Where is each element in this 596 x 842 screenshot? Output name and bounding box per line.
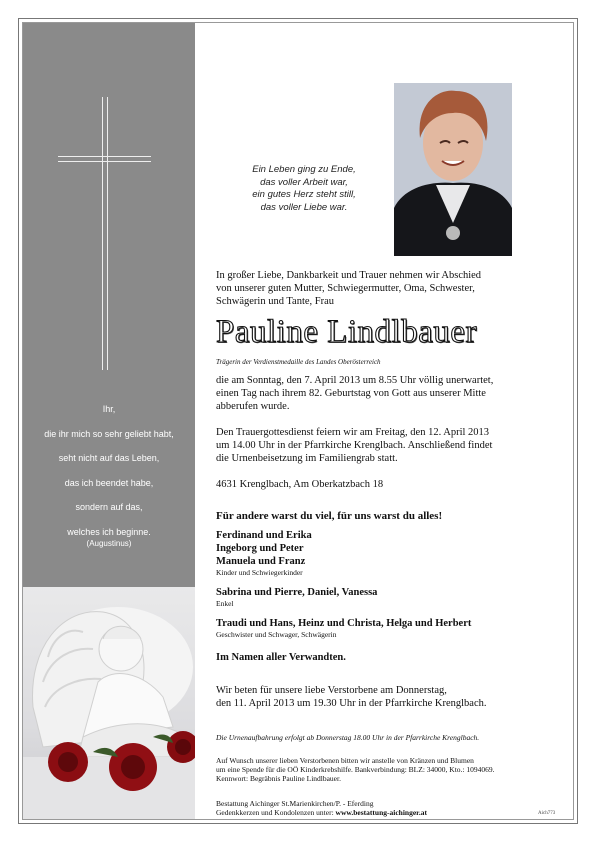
mourner-name: Sabrina und Pierre, Daniel, Vanessa <box>216 587 378 598</box>
mourners-children <box>216 529 561 577</box>
mourner-name: Ingeborg und Peter <box>216 543 304 554</box>
mourner-relation: Enkel <box>216 599 234 608</box>
mourner-relation: Kinder und Schwiegerkinder <box>216 568 303 577</box>
mourner-name: Manuela und Franz <box>216 556 306 567</box>
left-poem-line: welches ich beginne. <box>67 526 151 537</box>
motto: Für andere warst du viel, für uns warst du alles! <box>216 510 443 522</box>
deceased-name: Pauline Lindlbauer <box>216 314 478 350</box>
left-poem-line: das ich beendet habe, <box>64 477 154 488</box>
cross-bar <box>58 156 151 162</box>
mourner-relation: Geschwister und Schwager, Schwägerin <box>216 630 337 639</box>
document-code: Aich773 <box>538 811 556 816</box>
left-poem <box>23 400 195 549</box>
top-poem-line: ein gutes Herz steht still, <box>252 189 356 200</box>
top-poem-line: Ein Leben ging zu Ende, <box>252 164 356 175</box>
mourners-siblings <box>216 617 561 639</box>
undertaker-website-link[interactable]: www.bestattung-aichinger.at <box>335 808 427 817</box>
relatives-line: Im Namen aller Verwandten. <box>216 652 346 663</box>
portrait-photo <box>394 83 512 256</box>
prayer-info: Wir beten für unsere liebe Verstorbene am Donnerstag, den 11. April 2013 um 19.30 Uhr in der Pfarrkirche Krenglbach. <box>216 685 487 709</box>
address: 4631 Krenglbach, Am Oberkatzbach 18 <box>216 479 384 490</box>
angel-roses-photo <box>23 587 195 819</box>
intro-text: In großer Liebe, Dankbarkeit und Trauer nehmen wir Abschied von unserer guten Mutter, Schwiegermutter, Oma, Schwester, Schwägerin und Tante, Frau <box>216 270 482 307</box>
urn-note: Die Urnenaufbahrung erfolgt ab Donnerstag 18.00 Uhr in der Pfarrkirche Krenglbach. <box>216 733 480 742</box>
cross-icon <box>102 97 108 370</box>
death-info: die am Sonntag, den 7. April 2013 um 8.55 Uhr völlig unerwartet, einen Tag nach ihrem 82. Geburtstag von Gott aus unserer Mitte abberufen wurde. <box>216 375 494 412</box>
left-poem-author: (Augustinus) <box>86 539 132 548</box>
service-info: Den Trauergottesdienst feiern wir am Freitag, den 12. April 2013 um 14.00 Uhr in der Pfarrkirche Krenglbach. Anschließend findet die Urnenbeisetzung im Familiengrab statt. <box>216 427 493 464</box>
top-poem <box>223 164 385 214</box>
left-poem-line: sondern auf das, <box>75 502 143 512</box>
left-poem-line: die ihr mich so sehr geliebt habt, <box>44 428 174 439</box>
mourner-name: Traudi und Hans, Heinz und Christa, Helga und Herbert <box>216 618 472 629</box>
undertaker-info: Bestattung Aichinger St.Marienkirchen/P. - Eferding Gedenkkerzen und Kondolenzen unter: www.bestattung-aichinger.at <box>216 799 427 817</box>
donation-note: Auf Wunsch unserer lieben Verstorbenen bitten wir anstelle von Kränzen und Blumen um eine Spende für die OÖ Kinderkrebshilfe. Bankverbindung: BLZ: 34000, Kto.: 1094069. Kennwort: Begräbnis Pauline Lindlbauer. <box>216 756 495 783</box>
left-poem-line: Ihr, <box>102 404 116 414</box>
mourner-name: Ferdinand und Erika <box>216 530 312 541</box>
top-poem-line: das voller Liebe war. <box>260 201 348 213</box>
left-poem-line: seht nicht auf das Leben, <box>58 453 160 463</box>
medal-line: Trägerin der Verdienstmedaille des Landes Oberösterreich <box>216 358 381 366</box>
top-poem-line: das voller Arbeit war, <box>260 176 348 188</box>
mourners-grandchildren <box>216 586 561 608</box>
